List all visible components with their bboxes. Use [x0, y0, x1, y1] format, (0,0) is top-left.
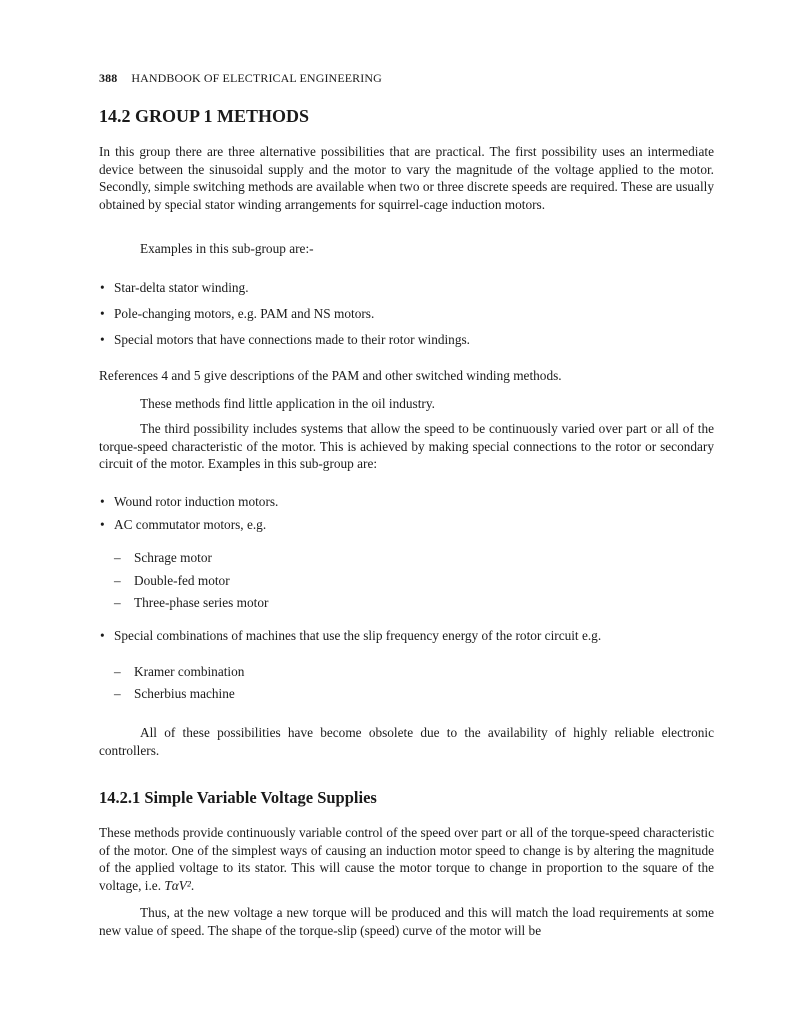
paragraph-new-voltage: Thus, at the new voltage a new torque will be produced and this will match the load requirements at some new value of speed. The shape of the torque-slip (speed) curve of the motor will be	[99, 905, 714, 938]
paragraph-obsolete: All of these possibilities have become obsolete due to the availability of highly reliable electronic controllers.	[99, 725, 714, 758]
bullet-icon: •	[100, 280, 105, 295]
list-item: • Special combinations of machines that use the slip frequency energy of the rotor circuit e.g.	[100, 628, 602, 643]
dash-icon: –	[114, 550, 121, 565]
paragraph-little-application: These methods find little application in the oil industry.	[140, 396, 435, 411]
paragraph-variable-voltage: These methods provide continuously variable control of the speed over part or all of the torque-speed characteristic of the motor. One of the simplest ways of causing an induction motor speed to change is by altering the magnitude of the applied voltage to its stator. This will cause the motor torque to change in proportion to the square of the voltage, i.e. TαV².	[99, 825, 714, 893]
running-title: HANDBOOK OF ELECTRICAL ENGINEERING	[131, 71, 382, 85]
dash-list-1	[114, 547, 268, 615]
dash-icon: –	[114, 686, 121, 701]
bullet-icon: •	[100, 517, 105, 532]
list-item: – Scherbius machine	[114, 683, 244, 705]
page-number: 388	[99, 71, 118, 85]
bullet-icon: •	[100, 332, 105, 347]
list-item: – Double-fed motor	[114, 570, 268, 593]
list-item: • Wound rotor induction motors.	[99, 490, 714, 513]
list-item: – Kramer combination	[114, 661, 244, 683]
list-item: – Schrage motor	[114, 547, 268, 570]
torque-voltage-formula: TαV²	[164, 877, 191, 893]
list-item: • AC commutator motors, e.g.	[99, 513, 714, 536]
running-header	[99, 71, 382, 86]
dash-icon: –	[114, 572, 121, 588]
dash-list-2	[114, 661, 244, 705]
bullet-icon: •	[100, 306, 105, 321]
bullet-icon: •	[100, 628, 105, 643]
paragraph-intro: In this group there are three alternative possibilities that are practical. The first possibility uses an intermediate device between the sinusoidal supply and the motor to vary the magnitude of the voltage applied to the motor. Secondly, simple switching methods are available when two or three discrete speeds are required. These are usually obtained by special stator winding arrangements for squirrel-cage induction motors.	[99, 144, 714, 212]
paragraph-references: References 4 and 5 give descriptions of the PAM and other switched winding methods.	[99, 368, 562, 383]
subsection-heading: 14.2.1 Simple Variable Voltage Supplies	[99, 788, 377, 807]
bullet-list-1	[99, 275, 714, 353]
list-item: • Pole-changing motors, e.g. PAM and NS motors.	[99, 301, 714, 327]
list-item: • Star-delta stator winding.	[99, 275, 714, 301]
bullet-list-2	[99, 490, 714, 536]
list-item: – Three-phase series motor	[114, 592, 268, 615]
paragraph-third-possibility: The third possibility includes systems that allow the speed to be continuously varied over part or all of the torque-speed characteristic of the motor. This is achieved by making special connections to the rotor or secondary circuit of the motor. Examples in this sub-group are:	[99, 421, 714, 472]
bullet-icon: •	[100, 494, 105, 509]
dash-icon: –	[114, 664, 121, 679]
paragraph-examples-lead: Examples in this sub-group are:-	[140, 241, 314, 256]
bullet-list-3	[99, 627, 714, 645]
list-item: • Special motors that have connections made to their rotor windings.	[99, 327, 714, 353]
section-heading: 14.2 GROUP 1 METHODS	[99, 106, 310, 126]
dash-icon: –	[114, 595, 121, 610]
